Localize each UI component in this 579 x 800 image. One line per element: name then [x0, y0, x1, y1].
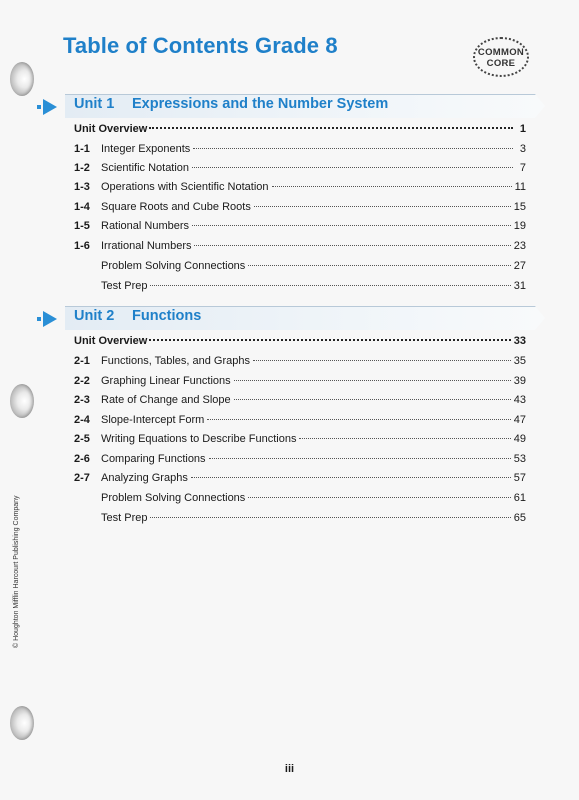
page-number-footer: iii: [284, 763, 295, 775]
dot-leader: [149, 127, 513, 129]
unit-1-heading: [74, 96, 388, 112]
lesson-row[interactable]: [74, 220, 526, 236]
binder-hole-icon: [10, 384, 34, 418]
lesson-row[interactable]: [74, 240, 526, 256]
page-title: Table of Contents Grade 8: [63, 33, 338, 58]
lesson-title: Graphing Linear Functions: [101, 375, 231, 387]
unit-overview-row[interactable]: [74, 335, 526, 351]
dot-leader: [192, 167, 513, 168]
overview-label: Unit Overview: [74, 123, 148, 135]
page-number: 19: [513, 220, 526, 232]
page-number: 15: [513, 201, 526, 213]
lesson-number: 1-1: [74, 143, 90, 155]
lesson-row[interactable]: [74, 453, 526, 469]
lesson-title: Square Roots and Cube Roots: [101, 201, 251, 213]
lesson-title: Functions, Tables, and Graphs: [101, 355, 250, 367]
unit-2-heading: [74, 308, 201, 324]
dot-leader: [254, 206, 511, 207]
dot-leader: [150, 517, 510, 518]
lesson-title: Analyzing Graphs: [101, 472, 188, 484]
page-number: 49: [513, 433, 526, 445]
page-number: 47: [513, 414, 526, 426]
lesson-number: 1-2: [74, 162, 90, 174]
lesson-title: Integer Exponents: [101, 143, 191, 155]
page-number: 61: [513, 492, 526, 504]
lesson-row[interactable]: [74, 375, 526, 391]
dot-leader: [234, 380, 511, 381]
lesson-row[interactable]: [74, 433, 526, 449]
lesson-title: Operations with Scientific Notation: [101, 181, 269, 193]
page-number: 7: [519, 162, 526, 174]
lesson-number: 2-1: [74, 355, 90, 367]
lesson-title: Rational Numbers: [101, 220, 190, 232]
common-core-badge: [473, 37, 529, 77]
lesson-number: 1-4: [74, 201, 90, 213]
page-number: 31: [513, 280, 526, 292]
lesson-title: Irrational Numbers: [101, 240, 192, 252]
dot-leader: [248, 265, 510, 266]
lesson-number: 2-7: [74, 472, 90, 484]
copyright-notice: © Houghton Mifflin Harcourt Publishing Company: [13, 495, 20, 648]
lesson-row[interactable]: [74, 512, 526, 528]
unit-arrow-icon: [43, 99, 57, 115]
page-number: 27: [513, 260, 526, 272]
lesson-row[interactable]: [74, 472, 526, 488]
unit-name: Expressions and the Number System: [132, 96, 389, 112]
lesson-number: 2-3: [74, 394, 90, 406]
page-number: 33: [513, 335, 526, 347]
lesson-title: Writing Equations to Describe Functions: [101, 433, 297, 445]
dot-leader: [150, 285, 510, 286]
page-number: 3: [519, 143, 526, 155]
lesson-row[interactable]: [74, 355, 526, 371]
binder-hole-icon: [10, 706, 34, 740]
lesson-title: Slope-Intercept Form: [101, 414, 205, 426]
lesson-title: Problem Solving Connections: [101, 260, 246, 272]
lesson-title: Problem Solving Connections: [101, 492, 246, 504]
dot-leader: [191, 477, 511, 478]
lesson-title: Test Prep: [101, 280, 148, 292]
binder-hole-icon: [10, 62, 34, 96]
lesson-row[interactable]: [74, 492, 526, 508]
dot-leader: [209, 458, 511, 459]
dot-leader: [149, 339, 510, 341]
lesson-title: Comparing Functions: [101, 453, 206, 465]
unit-overview-row[interactable]: [74, 123, 526, 139]
lesson-row[interactable]: [74, 162, 526, 178]
page-number: 35: [513, 355, 526, 367]
lesson-title: Test Prep: [101, 512, 148, 524]
lesson-number: 2-4: [74, 414, 90, 426]
page-number: 43: [513, 394, 526, 406]
lesson-row[interactable]: [74, 201, 526, 217]
dot-leader: [253, 360, 511, 361]
dot-leader: [194, 245, 510, 246]
page-number: 53: [513, 453, 526, 465]
dot-leader: [192, 225, 511, 226]
page-number: 65: [513, 512, 526, 524]
lesson-row[interactable]: [74, 280, 526, 296]
page-number: 1: [519, 123, 526, 135]
lesson-number: 2-2: [74, 375, 90, 387]
page-number: 11: [514, 181, 526, 193]
lesson-row[interactable]: [74, 181, 526, 197]
badge-line-2: CORE: [486, 58, 516, 69]
lesson-number: 1-5: [74, 220, 90, 232]
unit-arrow-icon: [43, 311, 57, 327]
lesson-row[interactable]: [74, 394, 526, 410]
overview-label: Unit Overview: [74, 335, 148, 347]
dot-leader: [234, 399, 511, 400]
lesson-number: 1-6: [74, 240, 90, 252]
lesson-title: Scientific Notation: [101, 162, 190, 174]
lesson-row[interactable]: [74, 260, 526, 276]
lesson-number: 1-3: [74, 181, 90, 193]
unit-name: Functions: [132, 308, 202, 324]
lesson-row[interactable]: [74, 143, 526, 159]
lesson-row[interactable]: [74, 414, 526, 430]
dot-leader: [193, 148, 513, 149]
dot-leader: [272, 186, 512, 187]
lesson-number: 2-5: [74, 433, 90, 445]
lesson-title: Rate of Change and Slope: [101, 394, 231, 406]
page-number: 39: [513, 375, 526, 387]
unit-number: Unit 1: [74, 96, 115, 112]
page-number: 23: [513, 240, 526, 252]
dot-leader: [299, 438, 510, 439]
lesson-number: 2-6: [74, 453, 90, 465]
page-number: 57: [513, 472, 526, 484]
badge-line-1: COMMON: [477, 47, 525, 58]
unit-number: Unit 2: [74, 308, 115, 324]
dot-leader: [207, 419, 510, 420]
dot-leader: [248, 497, 510, 498]
